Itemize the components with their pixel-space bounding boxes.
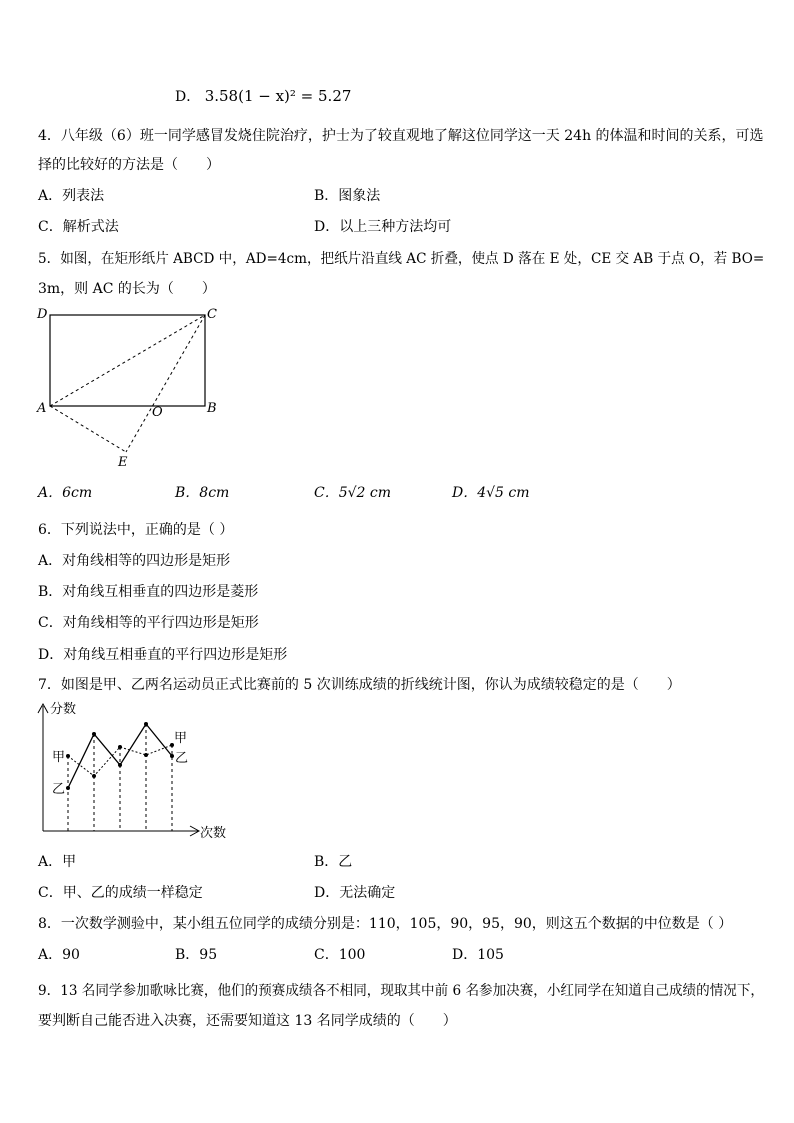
q7-stem: 7．如图是甲、乙两名运动员正式比赛前的 5 次训练成绩的折线统计图，你认为成绩较稳定的是（ ） [38,677,681,693]
label-jia-right: 甲 [174,731,188,746]
q4-option-d: D．以上三种方法均可 [314,219,452,235]
q5-stem-line2: 3m，则 AC 的长为（ ） [38,281,216,297]
q8-option-b: B．95 [175,947,218,963]
q6-stem: 6．下列说法中，正确的是（ ） [38,522,234,538]
label-c: C [207,307,217,322]
q7-option-b: B．乙 [314,854,353,870]
q8-option-c: C．100 [314,947,366,963]
q4-option-a: A．列表法 [38,188,105,204]
q6-option-d: D．对角线互相垂直的平行四边形是矩形 [38,647,288,663]
guide-lines [68,724,172,831]
q5-rectangle-fold-figure [30,300,230,472]
q3-option-d [175,87,351,106]
q5-option-b: B．8cm [175,485,230,501]
q4-option-c: C．解析式法 [38,219,119,235]
label-jia-left: 甲 [52,750,66,765]
q3-option-d-prefix: D． [175,89,201,105]
q8-option-d: D．105 [452,947,504,963]
q4-stem-line2: 择的比较好的方法是（ ） [38,157,220,173]
label-e: E [118,455,128,470]
diagonal-ac [50,315,205,406]
label-yi-left: 乙 [52,782,66,797]
q7-option-a: A．甲 [38,854,77,870]
label-o: O [152,405,163,420]
q4-option-b: B．图象法 [314,188,381,204]
q7-option-c: C．甲、乙的成绩一样稳定 [38,885,203,901]
q9-stem-line2: 要判断自己能否进入决赛，还需要知道这 13 名同学成绩的（ ） [38,1013,457,1029]
x-axis-label: 次数 [200,826,227,841]
q6-option-c: C．对角线相等的平行四边形是矩形 [38,615,259,631]
q7-option-d: D．无法确定 [314,885,396,901]
q3-option-d-equation: 3.58(1 − x)² = 5.27 [204,87,352,105]
q5-stem-line1: 5．如图，在矩形纸片 ABCD 中，AD=4cm，把纸片沿直线 AC 折叠，使点 D 落在 E 处，CE 交 AB 于点 O，若 BO= [38,251,765,267]
label-yi-right: 乙 [175,751,189,766]
segment-ae [50,406,126,452]
q8-stem: 8．一次数学测验中，某小组五位同学的成绩分别是：110，105，90，95，90，则这五个数据的中位数是（ ） [38,916,733,932]
label-b: B [207,401,217,416]
y-axis-label: 分数 [50,702,77,717]
q5-option-c: C．5√2 cm [314,485,392,501]
label-d: D [37,307,48,322]
q7-line-chart [30,696,230,846]
q6-option-b: B．对角线互相垂直的四边形是菱形 [38,584,259,600]
segment-ce [126,315,205,452]
q9-stem-line1: 9．13 名同学参加歌咏比赛，他们的预赛成绩各不相同，现取其中前 6 名参加决赛，小红同学在知道自己成绩的情况下， [38,983,764,999]
q8-option-a: A．90 [38,947,80,963]
label-a: A [37,401,47,416]
q6-option-a: A．对角线相等的四边形是矩形 [38,553,231,569]
q5-option-d: D．4√5 cm [452,485,530,501]
q5-option-a: A．6cm [38,485,93,501]
q4-stem-line1: 4．八年级（6）班一同学感冒发烧住院治疗，护士为了较直观地了解这位同学这一天 24h 的体温和时间的关系，可选 [38,128,764,144]
